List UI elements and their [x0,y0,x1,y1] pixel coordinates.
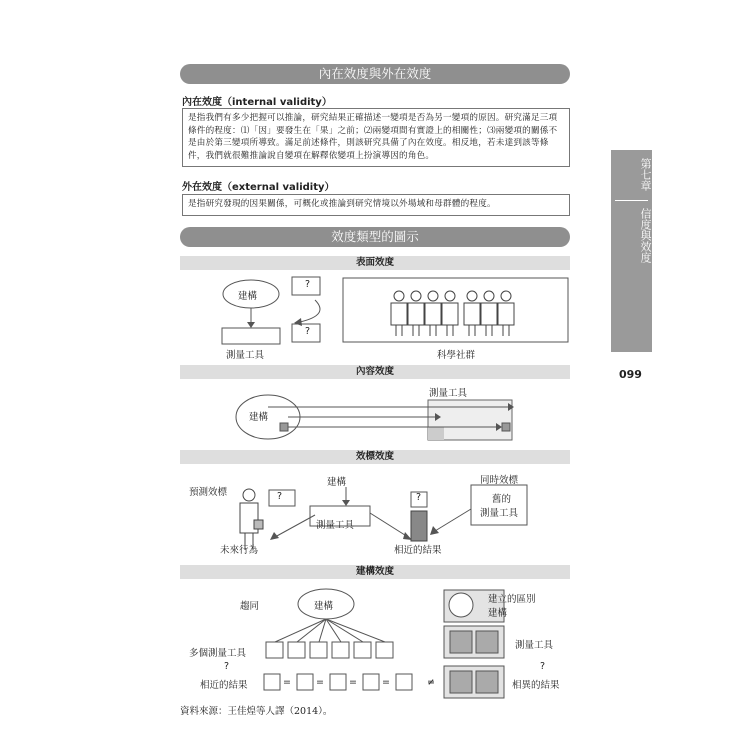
result-square [363,674,379,690]
face-community-label: 科學社群 [437,350,476,361]
result-square [330,674,346,690]
cv-construct-label: 建構 [314,601,334,612]
future-behavior-label: 未來行為 [220,545,259,556]
tool-square [266,642,283,658]
equals-sign: = [349,677,357,688]
internal-validity-definition: 是指我們有多少把握可以推論，研究結果正確描述一變項是否為另一變項的原因。研究滿足三項條件的程度：⑴「因」要發生在「果」之前；⑵兩變項間有實證上的相關性；⑶兩變項的關係不是由於第三變項所導致。滿足前述條件，則該研究具備了內在效度。相反地，若未達到該等條件，我們就很難推論說自變項在解釋依變項上扮演導因的角色。 [182,108,570,167]
old-tool-label-2: 測量工具 [480,508,519,519]
similar-result-bar [411,511,427,541]
result-square [396,674,412,690]
result-square [264,674,280,690]
concurrent-criterion-label: 同時效標 [480,475,519,486]
multiple-tools-label: 多個測量工具 [189,648,247,659]
tool-square [288,642,305,658]
chapter-title [611,208,652,263]
legend-construct-label: 建構 [488,608,508,619]
equals-sign: = [283,677,291,688]
different-results-label: 相異的結果 [512,680,560,691]
result-square [297,674,313,690]
tab-divider [615,200,648,201]
face-construct-label: 建構 [238,291,258,302]
construct-validity-band: 建構效度 [180,565,570,579]
face-tool-label: 測量工具 [226,350,265,361]
legend-distinction-label: 建立的區別 [488,594,536,605]
tool-square [354,642,371,658]
measure-tool-box [222,328,280,344]
face-validity-band: 表面效度 [180,256,570,270]
predictive-criterion-label: 預測效標 [189,487,228,498]
old-tool-label-1: 舊的 [492,494,512,505]
chapter-number [611,158,652,191]
content-construct-label: 建構 [249,412,269,423]
tool-square [376,642,393,658]
internal-validity-heading: 內在效度（internal validity） [182,97,332,108]
face-question-label-2: ? [305,326,311,337]
not-equal-sign: ≠ [427,677,435,688]
equals-sign: = [316,677,324,688]
concurrent-question-mark: ? [416,492,422,503]
face-question-label: ? [305,279,311,290]
cv-question-left: ? [224,661,230,672]
content-validity-band: 內容效度 [180,365,570,379]
page-number: 099 [619,368,642,381]
criterion-tool-label: 測量工具 [316,520,355,531]
cv-question-right: ? [540,661,546,672]
content-tool-label: 測量工具 [429,388,468,399]
section-title-diagrams: 效度類型的圖示 [180,227,570,247]
content-validity-diagram [180,380,570,448]
section-title-validity: 內在效度與外在效度 [180,64,570,84]
external-validity-definition: 是指研究發現的因果關係，可概化或推論到研究情境以外場域和母群體的程度。 [182,194,570,216]
cv-similar-label: 相近的結果 [200,680,248,691]
similar-result-label: 相近的結果 [394,545,442,556]
legend-tools [444,626,504,658]
legend-tool-label: 測量工具 [515,640,554,651]
convergent-label: 趨同 [240,601,260,612]
chapter-tab [611,150,652,352]
chapter-title-text: 信度與效度 [639,208,652,263]
criterion-construct-label: 建構 [327,477,347,488]
chapter-number-text: 第七章 [639,158,652,191]
source-citation: 資料來源：王佳煌等人譯（2014）。 [180,706,333,717]
predict-question-mark: ? [277,491,283,502]
equals-sign: = [382,677,390,688]
person-icon [240,489,263,550]
tool-square [332,642,349,658]
tool-square [310,642,327,658]
criterion-validity-band: 效標效度 [180,450,570,464]
external-validity-heading: 外在效度（external validity） [182,182,335,193]
legend-different-results [444,666,504,698]
